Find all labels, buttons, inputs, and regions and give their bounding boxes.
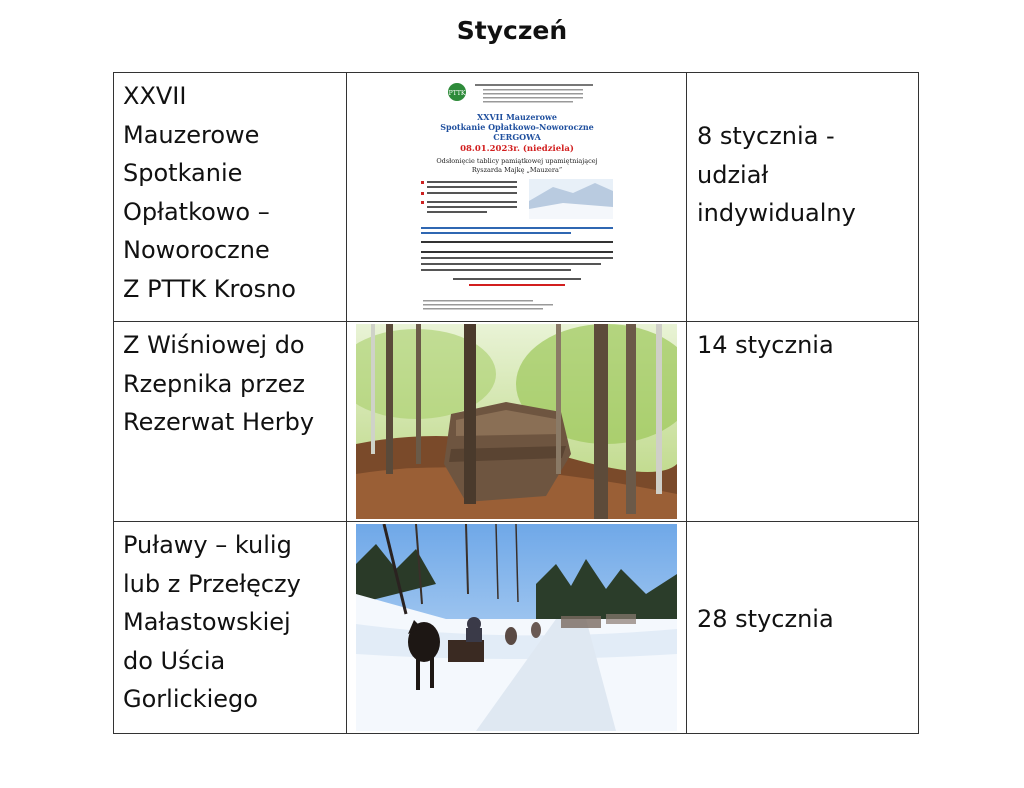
image-cell: [347, 522, 687, 734]
event-date-line-3: indywidualny: [697, 199, 856, 227]
event-name-cell: [114, 322, 347, 522]
table-row: [114, 322, 919, 522]
event-date-line-1: 8 stycznia -: [697, 122, 835, 150]
date-cell: [687, 73, 919, 322]
date-cell: [687, 522, 919, 734]
poster-subtitle-2: Ryszarda Majkę „Mauzera”: [471, 166, 562, 174]
event-name-cell: [114, 522, 347, 734]
svg-text:PTTK: PTTK: [448, 90, 465, 97]
date-cell: [687, 322, 919, 522]
poster-date: 08.01.2023r. (niedziela): [459, 144, 574, 154]
poster-subtitle-1: Odsłonięcie tablicy pamiątkowej upamiętniającej: [435, 157, 598, 165]
event-name: Puławy – kulig lub z Przełęczy Małastowskiej do Uścia Gorlickiego: [123, 531, 301, 713]
sleigh-ride-image: [356, 524, 677, 731]
poster-title-1: XXVII Mauzerowe: [476, 112, 557, 122]
event-name: Z Wiśniowej do Rzepnika przez Rezerwat Herby: [123, 331, 315, 436]
event-name-cell: [114, 73, 347, 322]
event-date: 14 stycznia: [697, 331, 834, 359]
schedule-table: [113, 72, 919, 734]
event-date: 28 stycznia: [697, 605, 834, 633]
event-date-line-2: udział: [697, 160, 769, 189]
page-title: Styczeń: [456, 16, 568, 45]
poster-title-2: Spotkanie Opłatkowo-Noworoczne: [439, 122, 594, 132]
event-name: XXVII Mauzerowe Spotkanie Opłatkowo – Noworoczne Z PTTK Krosno: [123, 82, 296, 303]
forest-rock-image: [356, 324, 677, 519]
image-cell: [347, 322, 687, 522]
event-date: [687, 73, 918, 233]
image-cell: [347, 73, 687, 322]
table-row: [114, 522, 919, 734]
poster-image: [413, 75, 621, 319]
table-row: [114, 73, 919, 322]
poster-title-3: CERGOWA: [492, 132, 541, 142]
